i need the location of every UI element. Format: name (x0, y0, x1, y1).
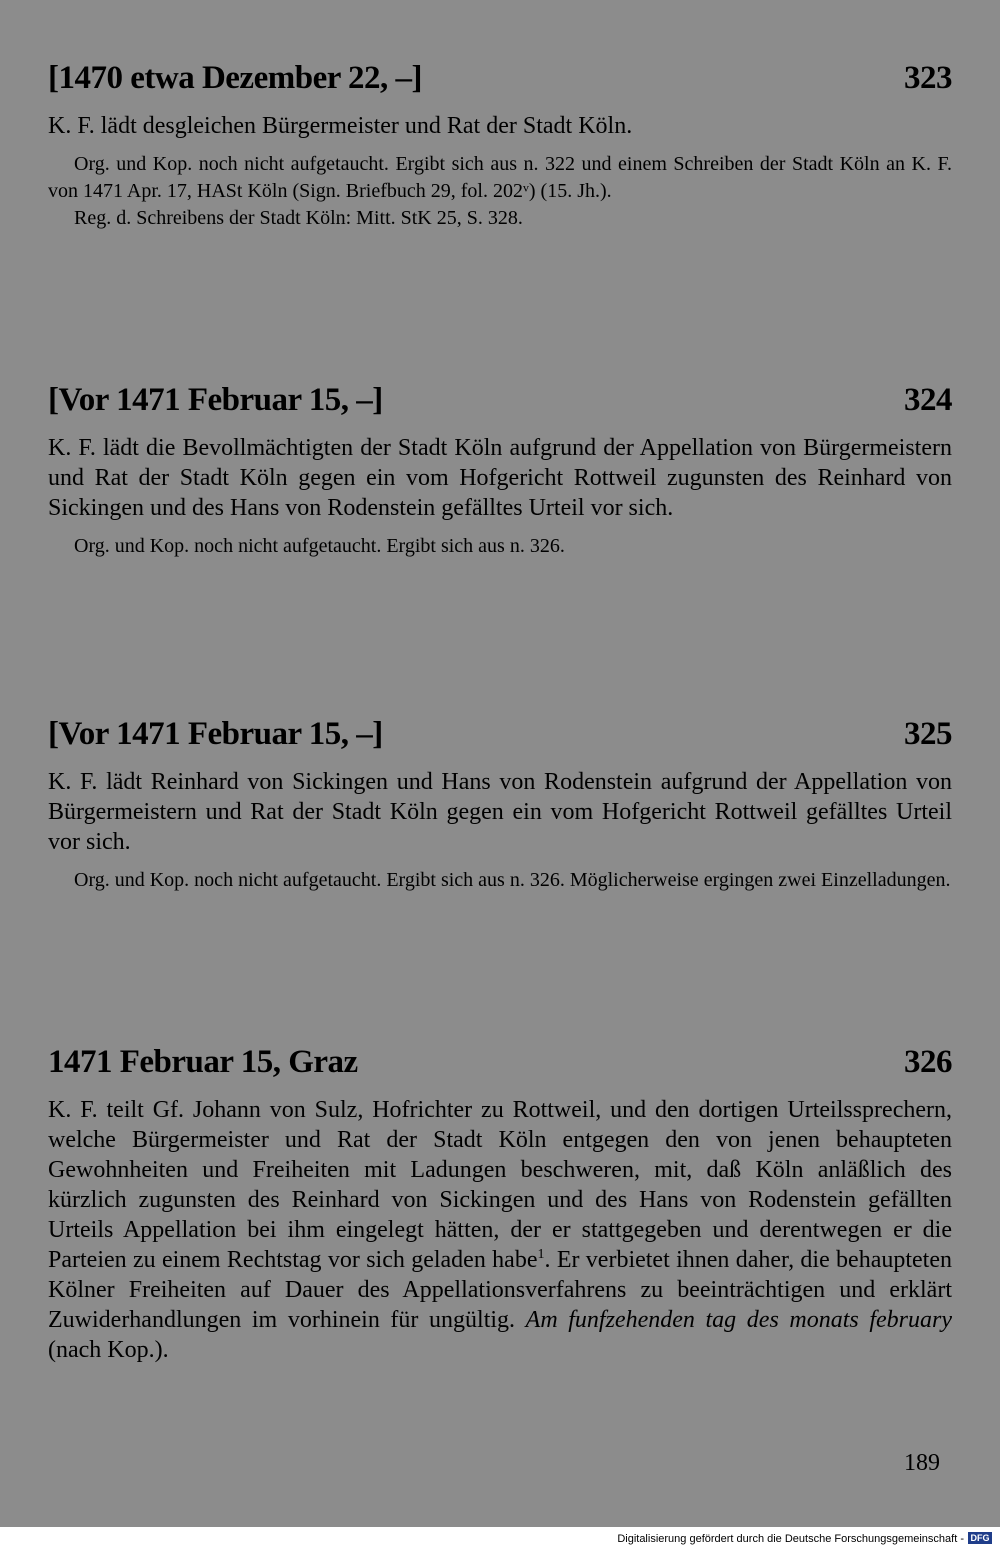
note-line: Org. und Kop. noch nicht aufgetaucht. Ergibt sich aus n. 322 und einem Schreiben der Stadt Köln an K. F. von 1471 Apr. 17, HASt Köln (Sign. Briefbuch 29, fol. 202ᵛ) (15. Jh.). (48, 153, 952, 202)
entry-date: 1471 Februar 15, Graz (48, 1044, 358, 1080)
entry-body: K. F. lädt die Bevollmächtigten der Stadt Köln aufgrund der Appellation von Bürgermeistern und Rat der Stadt Köln gegen ein vom Hofgericht Rottweil zugunsten des Reinhard von Sickingen und des Hans von Rodenstein gefälltes Urteil vor sich. (48, 435, 952, 521)
entry-326 (48, 1044, 952, 1365)
note-line: Reg. d. Schreibens der Stadt Köln: Mitt. StK 25, S. 328. (74, 207, 523, 229)
entry-body: K. F. lädt Reinhard von Sickingen und Hans von Rodenstein aufgrund der Appellation von Bürgermeistern und Rat der Stadt Köln gegen ein vom Hofgericht Rottweil gefälltes Urteil vor sich. (48, 769, 952, 855)
entry-note (48, 151, 952, 232)
footer-bar (0, 1527, 1000, 1549)
entry-body (48, 1095, 952, 1365)
entry-number: 324 (904, 382, 952, 418)
entry-number: 323 (904, 60, 952, 96)
footer-credit: Digitalisierung gefördert durch die Deutsche Forschungsgemeinschaft - (617, 1533, 964, 1545)
entry-date: [Vor 1471 Februar 15, –] (48, 382, 383, 418)
entry-date: [Vor 1471 Februar 15, –] (48, 716, 383, 752)
entry-body: K. F. lädt desgleichen Bürgermeister und Rat der Stadt Köln. (48, 113, 633, 139)
dfg-logo-icon: DFG (968, 1532, 992, 1544)
body-text: K. F. teilt Gf. Johann von Sulz, Hofrichter zu Rottweil, und den dortigen Urteilssprechern, welche Bürgermeister und Rat der Stadt Köln entgegen den von jenen behaupteten Gewohnheiten und Freiheiten mit Ladungen beschweren, mit, daß Köln anläßlich des kürzlich zugunsten des Reinhard von Sickingen und des Hans von Rodenstein gefällten Urteils Appellation bei ihm eingelegt hätten, der er stattgegeben und derentwegen er die Parteien zu einem Rechtstag vor sich geladen habe (48, 1097, 952, 1273)
entry-325 (48, 716, 952, 894)
body-text: (nach Kop.). (48, 1337, 169, 1363)
footnote-mark: 1 (537, 1247, 545, 1262)
entry-number: 325 (904, 716, 952, 752)
entry-heading (48, 716, 952, 753)
body-text: . Er verbietet ihnen daher, die behaupteten Kölner Freiheiten auf Dauer des Appellationsverfahrens zu beeinträchtigen und erklärt Zuwiderhandlungen im vorhinein für ungültig. (48, 1247, 953, 1333)
quoted-dating: Am funfzehenden tag des monats february (525, 1307, 952, 1333)
entry-number: 326 (904, 1044, 952, 1080)
entry-heading (48, 1044, 952, 1081)
entry-heading (48, 382, 952, 419)
entry-note: Org. und Kop. noch nicht aufgetaucht. Ergibt sich aus n. 326. Möglicherweise ergingen zwei Einzelladungen. (74, 869, 951, 891)
entry-date: [1470 etwa Dezember 22, –] (48, 60, 423, 96)
entry-note: Org. und Kop. noch nicht aufgetaucht. Ergibt sich aus n. 326. (74, 535, 565, 557)
entry-323 (48, 60, 952, 232)
entry-324 (48, 382, 952, 560)
entry-heading (48, 60, 952, 97)
page-number: 189 (904, 1450, 940, 1476)
